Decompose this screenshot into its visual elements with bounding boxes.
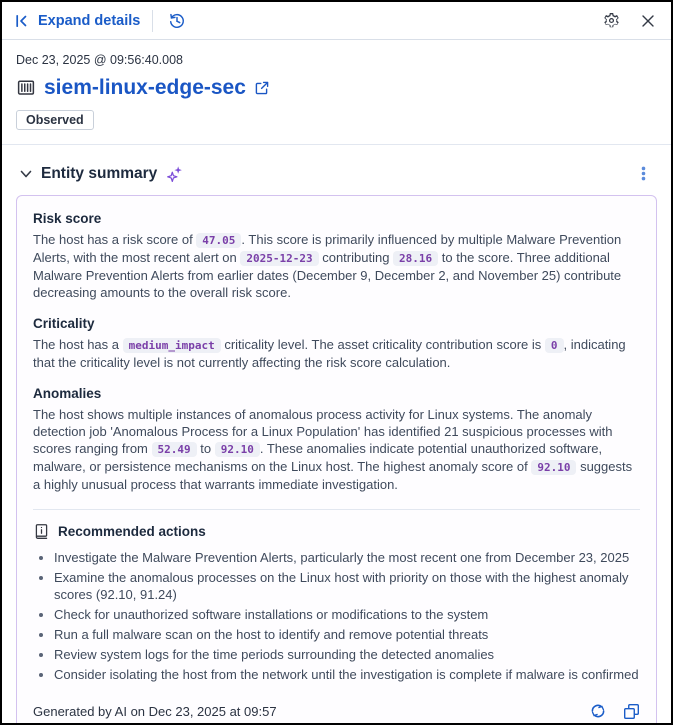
collapse-toggle-button[interactable] [18, 166, 34, 182]
regenerate-button[interactable] [589, 702, 607, 720]
inline-code-value: 92.10 [531, 460, 576, 475]
entity-title-row [16, 76, 657, 100]
expand-icon [14, 13, 30, 29]
copy-button[interactable] [623, 703, 640, 720]
recommended-action-item: • Check for unauthorized software installations or modifications to the system [54, 606, 640, 623]
copy-icon [623, 703, 640, 720]
entity-summary-panel [16, 195, 657, 725]
sparkles-icon [166, 165, 184, 183]
summary-actions-menu-button[interactable] [630, 164, 657, 183]
close-icon [640, 13, 656, 29]
event-timestamp: Dec 23, 2025 @ 09:56:40.008 [16, 53, 183, 67]
history-button[interactable] [165, 9, 189, 33]
settings-button[interactable] [600, 9, 623, 32]
criticality-heading: Criticality [33, 316, 95, 331]
inline-code-value: 0 [545, 338, 564, 353]
generated-by-text: Generated by AI on Dec 23, 2025 at 09:57 [33, 703, 277, 719]
vertical-dots-icon [636, 166, 651, 181]
flyout-top-bar [2, 2, 671, 40]
recommended-actions-list [33, 549, 640, 683]
chevron-down-icon [18, 166, 34, 182]
refresh-icon [589, 702, 607, 720]
external-link-icon [254, 80, 270, 96]
anomalies-heading: Anomalies [33, 386, 102, 401]
inline-code-value: 2025-12-23 [240, 251, 318, 266]
storage-icon [16, 78, 36, 98]
anomalies-text: The host shows multiple instances of anomalous process activity for Linux systems. The anomaly detection job 'Anomalous Process for a Linux Population' has identified 21 suspicious processes with scores ranging from 52.49 to 92.10 . These anomalies indicate potential unauthorized software, malware, or persistence mechanisms on the Linux host. The highest anomaly score of 92.10 suggests a highly unusual process that warrants immediate investigation. [33, 407, 633, 492]
risk-score-heading: Risk score [33, 211, 102, 226]
recommended-action-item: • Run a full malware scan on the host to identify and remove potential threats [54, 626, 640, 643]
entity-summary-title: Entity summary [41, 164, 158, 182]
inline-code-value: 28.16 [393, 251, 438, 266]
expand-details-button[interactable] [14, 13, 140, 29]
recommended-action-item: • Consider isolating the host from the network until the investigation is complete if malware is confirmed [54, 666, 640, 683]
recommended-action-item: • Investigate the Malware Prevention Alerts, particularly the most recent one from December 23, 2025 [54, 549, 640, 566]
entity-name-link[interactable] [44, 76, 270, 100]
top-bar-divider [152, 10, 153, 32]
entity-summary-header [2, 145, 671, 195]
gear-icon [603, 12, 620, 29]
recommended-actions-title: Recommended actions [58, 524, 206, 539]
inline-code-value: 47.05 [196, 233, 241, 248]
recommended-actions-header [33, 523, 640, 540]
expand-details-label: Expand details [38, 12, 141, 29]
inline-code-value: 52.49 [152, 442, 197, 457]
summary-panel-footer [33, 702, 640, 720]
panel-divider [33, 509, 640, 510]
entity-name: siem-linux-edge-sec [44, 76, 246, 99]
risk-score-text: The host has a risk score of 47.05 . This score is primarily influenced by multiple Malware Prevention Alerts, with the most recent alert on 2025-12-23 contributing 28.16 to the score. Three additional Malware Prevention Alerts from earlier dates (December 9, December 2, and November 25) contribute decreasing amounts to the overall risk score. [33, 232, 622, 300]
entity-meta [2, 40, 671, 130]
inline-code-value: medium_impact [123, 338, 221, 353]
criticality-text: The host has a medium_impact criticality level. The asset criticality contribution score is 0 , indicating that the criticality level is not currently affecting the risk score calculation. [33, 337, 626, 370]
inline-code-value: 92.10 [215, 442, 260, 457]
close-button[interactable] [637, 10, 659, 32]
recommended-action-item: • Review system logs for the time periods surrounding the detected anomalies [54, 646, 640, 663]
documentation-icon [33, 523, 50, 540]
observed-badge: Observed [16, 110, 94, 130]
recommended-action-item: • Examine the anomalous processes on the Linux host with priority on those with the highest anomaly scores (92.10, 91.24) [54, 569, 640, 603]
history-icon [168, 12, 186, 30]
